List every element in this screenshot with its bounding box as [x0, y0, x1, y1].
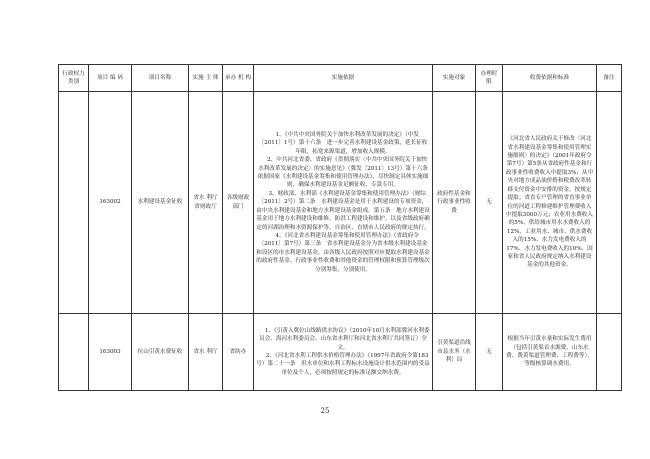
cell-target: 引黄渠道沿线市县水务（水利）局: [433, 314, 476, 391]
basis-paragraph: 2、中共河北省委、省政府《贯彻落实〈中共中央国务院关于加快水利改革发展的决定〉的实施意见》（冀发〔2011〕13号）第十六条 依据国家《水利建设基金筹集和使用管理办法》，尽快制定具体实施细则，确保水利建设基金足额征收、专款专用。: [257, 157, 434, 189]
cell-category: [59, 314, 89, 391]
basis-paragraph: 1、《中共中央国务院关于加快水利改革发展的决定》（中发〔2011〕1号）第十六条 进一步完善水利建设基金政策，延长征收年限，拓宽来源渠道，增加收入规模。: [258, 132, 428, 155]
cell-fee: 《河北省人民政府关于修改〈河北省水利建设基金筹集和使用管理实施细则〉的决定》（2001年政府令第7号）第5条从省政府性基金和行政事业性收费收入中提取3%；从中央对地方成品油价格和税费改革转移支付资金中安排的资金，按规定提取；省直专户管理的省直事业单位的河道工程修建维护管理费收入中提取3000万元；农业用水费收入的5%、供给城市用水水费收入的12%、工业用水、城市、供水费收入的15%、水力发电费收入的17%、水力发电费收入的10%、国家和省人民政府规定纳入水利建设基金的其他资金。: [503, 92, 597, 314]
header-subject: 实施 主 体: [189, 65, 223, 92]
cell-name: 位山引黄水费征收: [132, 314, 189, 391]
cell-name: 水利建设基金征收: [132, 92, 189, 314]
cell-remark: [597, 92, 622, 314]
header-time-limit: 办理时限: [476, 65, 503, 92]
basis-paragraph: 1、《引黄入冀位山线路供水协议》（2010年10月水利部冀河水利委员会、海河水利委员会、山东省水利厅和河北省水利厅共同签订）全文。: [259, 327, 430, 351]
power-list-table: [58, 64, 622, 391]
header-basis: 实施依据: [254, 65, 433, 92]
cell-subject: 省水 利厅 省财政厅: [189, 92, 223, 314]
cell-subject: 省水 利厅: [189, 314, 223, 391]
basis-paragraph: 3、财政部、水利部《水利建设基金筹集和使用管理办法》（财综〔2011〕2号）第二条 水利建设基金是用于水利建设的专项资金，由中央水利建设基金和地方水利建设基金组成。第五条 地方水利建设基金用于地方水利建设和维修、防洪工程建设和维护，以及省级政府确定的河湖治理和水资源保护等。自治区、直辖市人民政府的规定执行。: [256, 190, 430, 231]
cell-fee: 根据当年引黄水量和实际发生费用（包括引黄渠首水源费、山东水费、费黄渠道管理费、工程费等），等级核算调水费用。: [503, 314, 597, 391]
cell-category: [59, 92, 89, 314]
header-name: 项目名称: [132, 65, 189, 92]
cell-office: 省防办: [223, 314, 254, 391]
header-target: 实施对象: [433, 65, 476, 92]
header-code: 项目 编 码: [89, 65, 132, 92]
header-office: 承办 机 构: [223, 65, 254, 92]
cell-basis: [254, 92, 433, 314]
header-fee: 收费依据和标准: [503, 65, 597, 92]
header-remark: 备注: [597, 65, 622, 92]
table-row: [59, 92, 622, 314]
cell-code: 163003: [89, 314, 132, 391]
basis-paragraph: 2、《河北省水利工程供水价格管理办法》（1997年省政府令第183号）第二十一条 用水单位和水利工程标水设施设计供水范围内的受益单位及个人，必须按照规定的标准足额交纳水费。: [256, 353, 430, 376]
header-row: [59, 65, 622, 92]
page-number: 25: [320, 407, 330, 415]
table-row: [59, 314, 622, 391]
cell-remark: [597, 314, 622, 391]
basis-paragraph: 4、《河北省水利建设基金筹集和使用管理办法》（省政府令〔2011〕第7号）第三条 省水利建设基金分为省本级水利建设基金和设区的市水利建设基金，由各级人民政府按照对应提取水利建设基金的政府性基金、行政事业性收费和其他资金的管理权限和预算管理级次分别筹集、分别使用。: [256, 232, 430, 273]
cell-basis: [254, 314, 433, 391]
cell-target: 政府性基金和行政事业性收费: [433, 92, 476, 314]
cell-time-limit: 无: [476, 314, 503, 391]
cell-office: 各级财政部门: [223, 92, 254, 314]
header-category: 行政权力类别: [59, 65, 89, 92]
cell-code: 163002: [89, 92, 132, 314]
cell-time-limit: 无: [476, 92, 503, 314]
